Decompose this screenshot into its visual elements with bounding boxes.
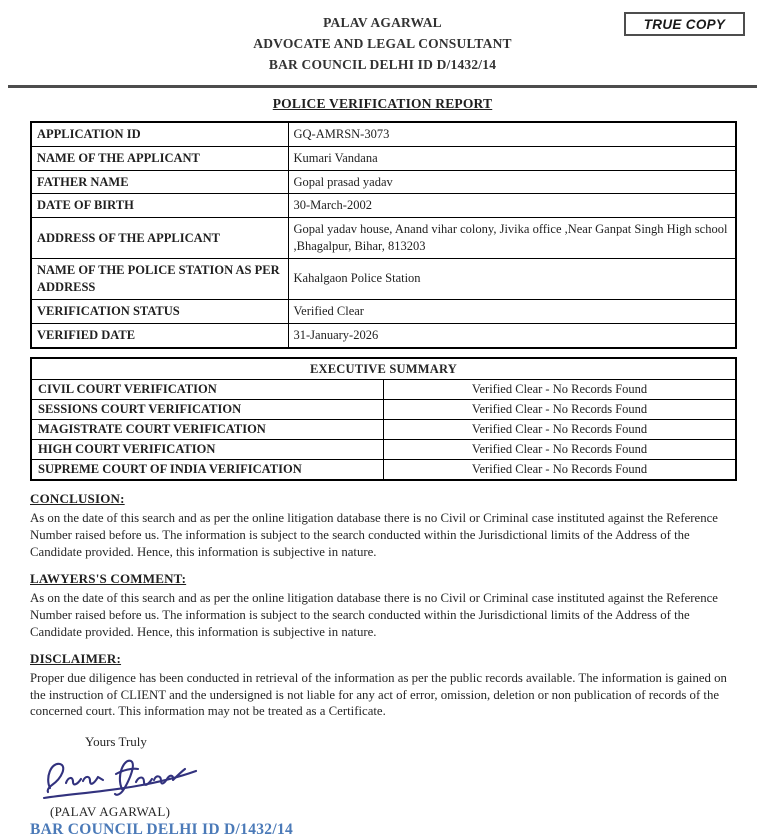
- row-label: SUPREME COURT OF INDIA VERIFICATION: [31, 460, 384, 480]
- table-row: [31, 146, 736, 170]
- table-row: [31, 380, 736, 400]
- advocate-name: PALAV AGARWAL: [323, 15, 442, 30]
- section-heading: LAWYERS'S COMMENT:: [30, 570, 187, 586]
- section-lawyers-comment: [30, 571, 735, 641]
- row-label: CIVIL COURT VERIFICATION: [31, 380, 384, 400]
- table-row: [31, 440, 736, 460]
- table-row: [31, 323, 736, 347]
- closing-text: Yours Truly: [85, 734, 147, 750]
- row-label: VERIFIED DATE: [31, 323, 288, 347]
- row-value: Verified Clear: [288, 299, 736, 323]
- section-conclusion: [30, 491, 735, 561]
- table-row: [31, 122, 736, 146]
- table-row: [31, 460, 736, 480]
- row-label: APPLICATION ID: [31, 122, 288, 146]
- executive-summary-table: [30, 357, 737, 482]
- executive-summary-title: EXECUTIVE SUMMARY: [31, 358, 736, 380]
- row-value: Verified Clear - No Records Found: [384, 400, 737, 420]
- true-copy-stamp: TRUE COPY: [624, 12, 745, 36]
- table-header-row: [31, 358, 736, 380]
- header-divider: [8, 85, 757, 88]
- row-value: Kahalgaon Police Station: [288, 259, 736, 300]
- section-heading: CONCLUSION:: [30, 491, 125, 507]
- table-row: [31, 400, 736, 420]
- table-row: [31, 420, 736, 440]
- section-heading: DISCLAIMER:: [30, 650, 122, 666]
- row-value: Verified Clear - No Records Found: [384, 420, 737, 440]
- signer-bar-council-id: BAR COUNCIL DELHI ID D/1432/14: [30, 821, 294, 839]
- advocate-title: ADVOCATE AND LEGAL CONSULTANT: [253, 35, 512, 51]
- row-value: GQ-AMRSN-3073: [288, 122, 736, 146]
- row-label: NAME OF THE APPLICANT: [31, 146, 288, 170]
- table-row: [31, 170, 736, 194]
- row-value: Verified Clear - No Records Found: [384, 380, 737, 400]
- row-label: SESSIONS COURT VERIFICATION: [31, 400, 384, 420]
- row-label: VERIFICATION STATUS: [31, 299, 288, 323]
- row-label: MAGISTRATE COURT VERIFICATION: [31, 420, 384, 440]
- table-row: [31, 259, 736, 300]
- section-body: As on the date of this search and as per the online litigation database there is no Civil or Criminal case instituted against the Reference Number raised before us. The information is subject to the search conducted within the Jurisdictional limits of the Address of the Candidate provided. Hence, this information is subjective in nature.: [30, 511, 718, 560]
- table-row: [31, 299, 736, 323]
- applicant-details-table: [30, 121, 737, 349]
- row-value: 31-January-2026: [288, 323, 736, 347]
- signer-name: (PALAV AGARWAL): [50, 804, 171, 820]
- row-label: ADDRESS OF THE APPLICANT: [31, 218, 288, 259]
- row-value: Kumari Vandana: [288, 146, 736, 170]
- row-value: Verified Clear - No Records Found: [384, 440, 737, 460]
- row-label: DATE OF BIRTH: [31, 194, 288, 218]
- advocate-bar-id: BAR COUNCIL DELHI ID D/1432/14: [268, 56, 497, 72]
- handwritten-signature-icon: [38, 754, 218, 802]
- section-body: As on the date of this search and as per the online litigation database there is no Civil or Criminal case instituted against the Reference Number raised before us. The information is subject to the search conducted within the Jurisdictional limits of the Address of the Candidate provided. Hence, this information is subjective in nature.: [30, 590, 718, 639]
- report-title: POLICE VERIFICATION REPORT: [272, 95, 493, 111]
- signature-image: [38, 754, 218, 802]
- section-disclaimer: [30, 651, 735, 721]
- row-label: HIGH COURT VERIFICATION: [31, 440, 384, 460]
- row-value: Gopal prasad yadav: [288, 170, 736, 194]
- row-label: FATHER NAME: [31, 170, 288, 194]
- table-row: [31, 218, 736, 259]
- row-value: 30-March-2002: [288, 194, 736, 218]
- row-label: NAME OF THE POLICE STATION AS PER ADDRESS: [31, 259, 288, 300]
- row-value: Gopal yadav house, Anand vihar colony, Jivika office ,Near Ganpat Singh High school ,Bhagalpur, Bihar, 813203: [288, 218, 736, 259]
- table-row: [31, 194, 736, 218]
- section-body: Proper due diligence has been conducted in retrieval of the information as per the public records available. The information is gained on the instruction of CLIENT and the undersigned is not liable for any act of error, omission, deletion or non publication of records of the concerned court. This information may not be treated as a Certificate.: [30, 670, 727, 719]
- row-value: Verified Clear - No Records Found: [384, 460, 737, 480]
